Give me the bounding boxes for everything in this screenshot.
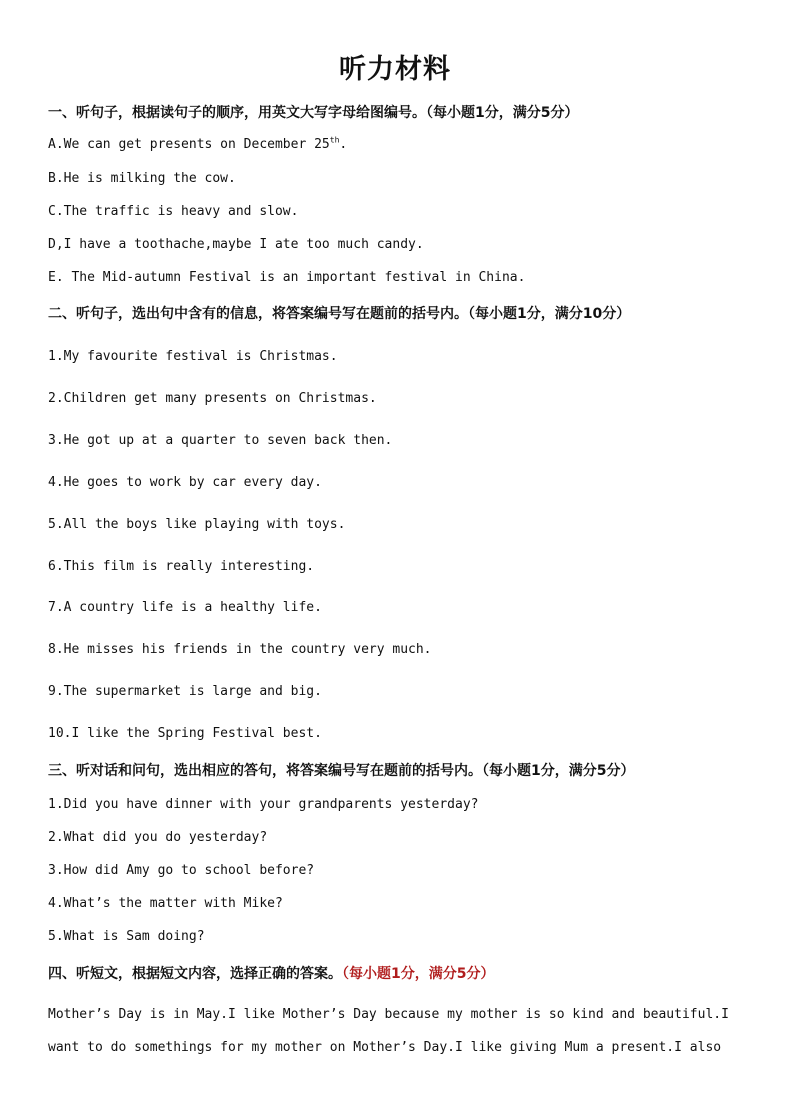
section-2-item-10: 10.I like the Spring Festival best. bbox=[48, 726, 322, 741]
section-2-item-8: 8.He misses his friends in the country very much. bbox=[48, 642, 432, 657]
section-3-item-3: 3.How did Amy go to school before? bbox=[48, 863, 315, 878]
section-2-heading: 二、听句子，选出句中含有的信息，将答案编号写在题前的括号内。（每小题1分，满分10分） bbox=[48, 306, 631, 322]
section-4-heading-note: （每小题1分，满分5分） bbox=[342, 966, 495, 982]
section-2-item-4: 4.He goes to work by car every day. bbox=[48, 475, 322, 490]
section-1-item-c: C.The traffic is heavy and slow. bbox=[48, 204, 299, 219]
section-3-item-1: 1.Did you have dinner with your grandparents yesterday? bbox=[48, 797, 479, 812]
section-1-heading: 一、听句子，根据读句子的顺序，用英文大写字母给图编号。（每小题1分，满分5分） bbox=[48, 105, 579, 121]
section-2-item-2: 2.Children get many presents on Christmas. bbox=[48, 391, 377, 406]
section-2-item-7: 7.A country life is a healthy life. bbox=[48, 600, 322, 615]
section-3-item-5: 5.What is Sam doing? bbox=[48, 929, 205, 944]
section-2-item-6: 6.This film is really interesting. bbox=[48, 559, 315, 574]
section-2-item-1: 1.My favourite festival is Christmas. bbox=[48, 349, 338, 364]
paragraph-line-1: Mother’s Day is in May.I like Mother’s Day because my mother is so kind and beautiful.I bbox=[48, 1007, 729, 1022]
section-1-item-e: E. The Mid-autumn Festival is an important festival in China. bbox=[48, 270, 526, 285]
section-2-item-5: 5.All the boys like playing with toys. bbox=[48, 517, 346, 532]
item-superscript: th bbox=[329, 135, 340, 145]
page-title: 听力材料 bbox=[339, 54, 451, 85]
item-tail: . bbox=[339, 137, 348, 152]
section-2-item-3: 3.He got up at a quarter to seven back then. bbox=[48, 433, 393, 448]
section-1-item-b: B.He is milking the cow. bbox=[48, 171, 236, 186]
section-1-item-d: D,I have a toothache,maybe I ate too much candy. bbox=[48, 237, 424, 252]
paragraph-line-2: want to do somethings for my mother on Mother’s Day.I like giving Mum a present.I also bbox=[48, 1040, 722, 1055]
section-4-paragraph bbox=[48, 998, 748, 1064]
section-3-item-2: 2.What did you do yesterday? bbox=[48, 830, 268, 845]
section-2-item-9: 9.The supermarket is large and big. bbox=[48, 684, 322, 699]
section-4-heading-text: 四、听短文，根据短文内容，选择正确的答案。 bbox=[48, 966, 342, 982]
section-1-item-a bbox=[48, 136, 347, 154]
section-3-item-4: 4.What’s the matter with Mike? bbox=[48, 896, 283, 911]
section-3-heading: 三、听对话和问句，选出相应的答句，将答案编号写在题前的括号内。（每小题1分，满分5分） bbox=[48, 763, 635, 779]
section-4-heading bbox=[48, 964, 494, 984]
item-text: A.We can get presents on December 25 bbox=[48, 137, 330, 152]
